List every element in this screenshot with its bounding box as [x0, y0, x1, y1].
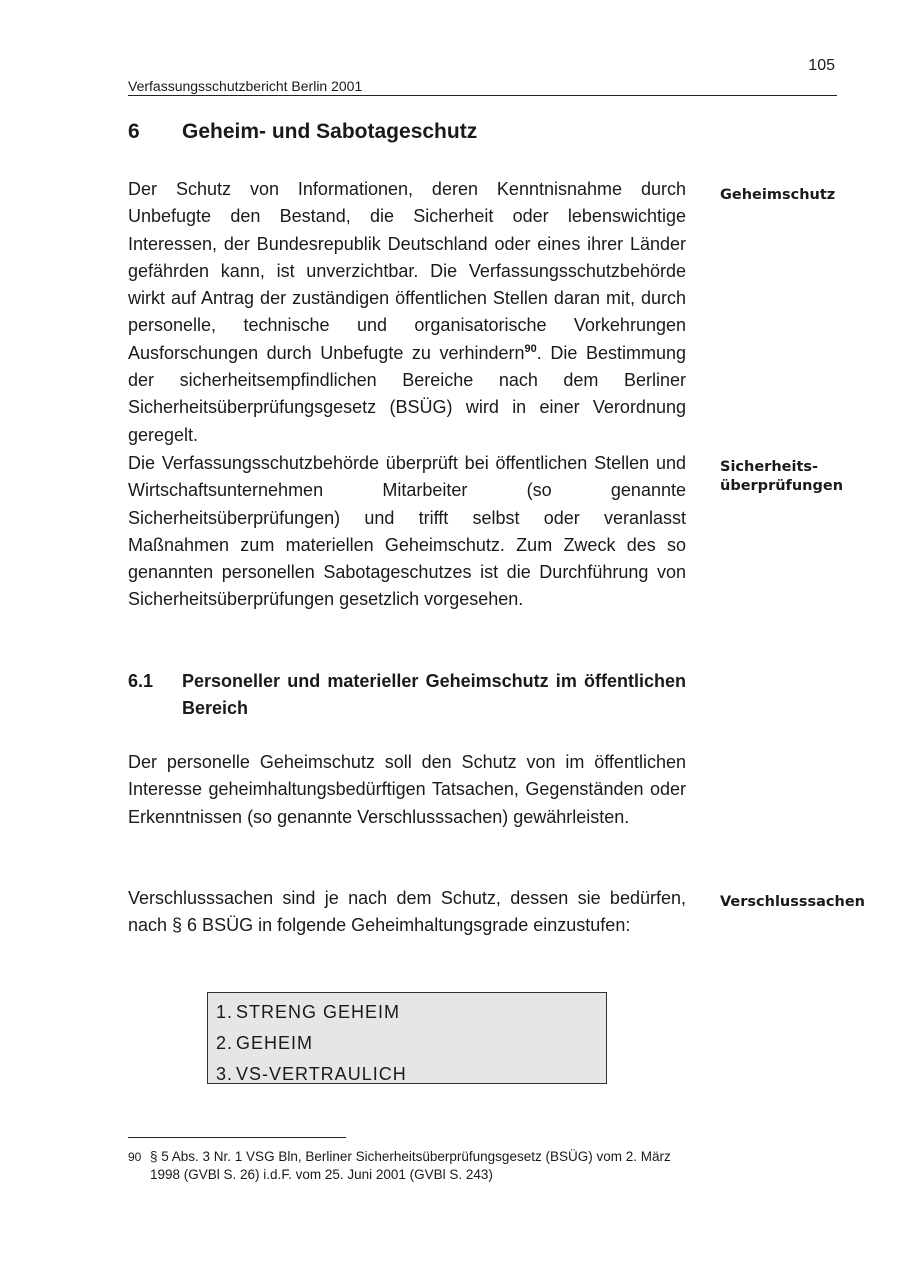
subsection-title: Personeller und materieller Geheimschutz im öffentlichen Bereich: [182, 671, 686, 718]
paragraph-verschlusssachen: Verschlusssachen sind je nach dem Schutz, dessen sie bedürfen, nach § 6 BSÜG in folgende Geheimhaltungsgrade einzustufen:: [128, 888, 686, 936]
paragraph-text: . Die Bestimmung der sicherheitsempfindlichen Bereiche nach dem Berliner Sicherheitsüberprüfungsgesetz (BSÜG) wird in einer Verordnung geregelt.: [128, 342, 686, 445]
grade-label: GEHEIM: [236, 1033, 314, 1053]
footnote-text: § 5 Abs. 3 Nr. 1 VSG Bln, Berliner Sicherheitsüberprüfungsgesetz (BSÜG) vom 2. März 1998 (GVBl S. 26) i.d.F. vom 25. Juni 2001 (GVBl S. 243): [150, 1149, 671, 1182]
paragraph-geheimschutz: [128, 176, 686, 449]
running-title: Verfassungsschutzbericht Berlin 2001: [128, 78, 363, 94]
grade-number: 2.: [216, 1033, 234, 1053]
classification-grades-box: [207, 992, 607, 1084]
grade-item: [216, 997, 598, 1028]
subsection-number: 6.1: [128, 671, 154, 691]
grade-item: [216, 1028, 598, 1059]
margin-note-geheimschutz: Geheimschutz: [720, 187, 836, 203]
header-rule: [128, 95, 837, 96]
margin-note-sicherheitsueberpruefungen: Sicherheits-überprüfungen: [720, 459, 844, 494]
grade-item: [216, 1059, 598, 1090]
section-title: Geheim- und Sabotageschutz: [182, 120, 478, 143]
grade-label: VS-VERTRAULICH: [236, 1064, 407, 1084]
grade-number: 3.: [216, 1064, 234, 1084]
margin-note-verschlusssachen: Verschlusssachen: [720, 894, 866, 910]
footnote-reference[interactable]: 90: [524, 342, 537, 355]
footnote-rule: [128, 1137, 346, 1138]
section-number: 6: [128, 120, 140, 143]
footnote: [128, 1148, 688, 1184]
paragraph-text: Der Schutz von Informationen, deren Kenntnisnahme durch Unbefugte den Bestand, die Sicherheit oder lebenswichtige Interessen, der Bundesrepublik Deutschland oder eines ihrer Länder gefährden kann, ist unverzichtbar. Die Verfassungsschutzbehörde wirkt auf Antrag der zuständigen öffentlichen Stellen daran mit, durch personelle, technische und organisatorische Vorkehrungen Ausforschungen durch Unbefugte zu verhindern: [128, 179, 686, 363]
footnote-mark: 90: [128, 1150, 142, 1164]
section-heading: [128, 120, 477, 144]
grade-label: STRENG GEHEIM: [236, 1002, 401, 1022]
paragraph-personeller-geheimschutz: Der personelle Geheimschutz soll den Schutz von im öffentlichen Interesse geheimhaltungsbedürftigen Tatsachen, Gegenständen oder Erkenntnissen (so genannte Verschlusssachen) gewährleisten.: [128, 752, 686, 827]
page-number: 105: [808, 57, 835, 74]
subsection-heading: [128, 668, 686, 722]
paragraph-sicherheitsueberpruefungen: Die Verfassungsschutzbehörde überprüft bei öffentlichen Stellen und Wirtschaftsunternehmen Mitarbeiter (so genannte Sicherheitsüberprüfungen) und trifft selbst oder veranlasst Maßnahmen zum materiellen Geheimschutz. Zum Zweck des so genannten personellen Sabotageschutzes ist die Durchführung von Sicherheitsüberprüfungen gesetzlich vorgesehen.: [128, 453, 686, 610]
grade-number: 1.: [216, 1002, 234, 1022]
